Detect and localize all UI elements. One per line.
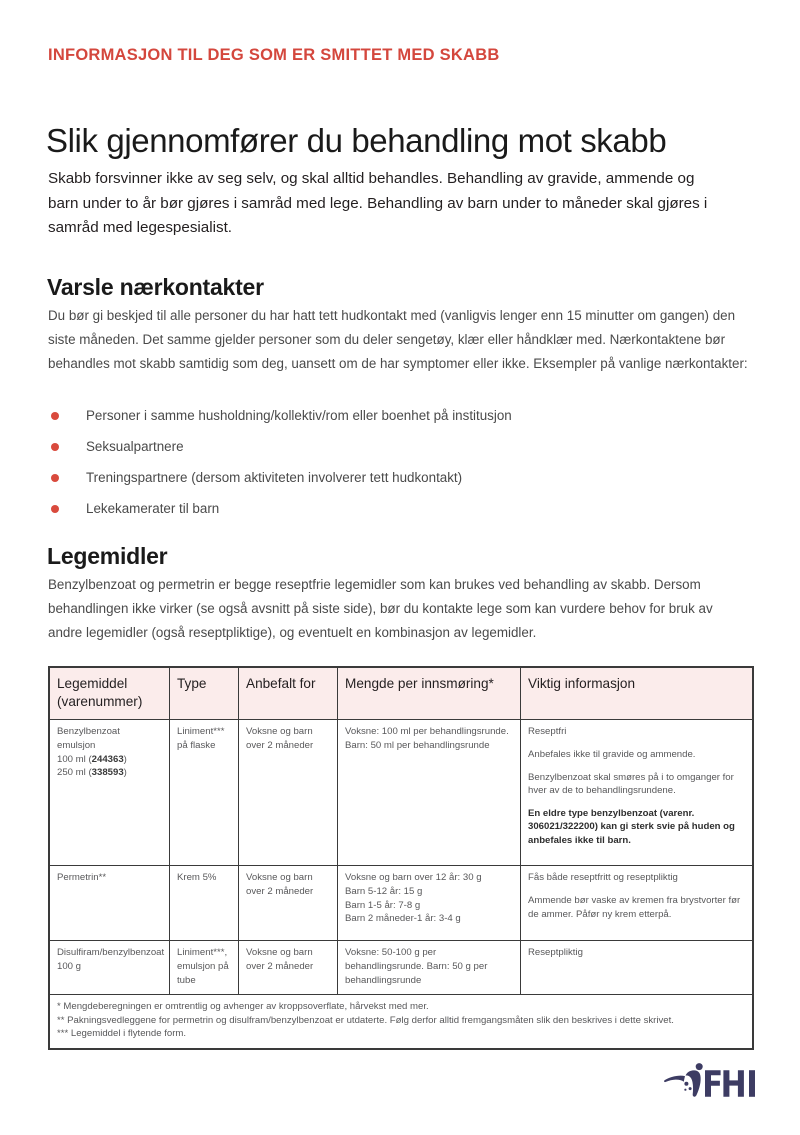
cell-type: Liniment*** på flaske	[170, 720, 239, 866]
page-title: Slik gjennomfører du behandling mot skabb	[46, 122, 667, 160]
drug-size-1-prefix: 100 ml (	[57, 753, 92, 765]
document-kicker: INFORMASJON TIL DEG SOM ER SMITTET MED SKABB	[48, 46, 500, 64]
cell-legemiddel	[50, 720, 170, 866]
drug-size-2-prefix: 250 ml (	[57, 767, 92, 779]
cell-type: Krem 5%	[170, 866, 239, 941]
column-header-viktig-informasjon: Viktig informasjon	[521, 668, 753, 720]
info-paragraph: Anbefales ikke til gravide og ammende.	[528, 748, 696, 760]
intro-paragraph: Skabb forsvinner ikke av seg selv, og skal alltid behandles. Behandling av gravide, ammende og barn under to år bør gjøres i samråd med lege. Behandling av barn under to måneder skal gjøres i samråd med legespesialist.	[48, 170, 708, 237]
cell-legemiddel: Disulfiram/benzylbenzoat 100 g	[50, 941, 170, 995]
list-item	[48, 431, 748, 462]
cell-mengde: Voksne: 50-100 g per behandlingsrunde. Barn: 50 g per behandlingsrunde	[338, 941, 521, 995]
table-row	[50, 720, 753, 866]
cell-mengde: Voksne: 100 ml per behandlingsrunde. Barn: 50 ml per behandlingsrunde	[338, 720, 521, 866]
list-item-label: Personer i samme husholdning/kollektiv/rom eller boenhet på institusjon	[86, 408, 512, 423]
column-header-mengde: Mengde per innsmøring*	[338, 668, 521, 720]
dose-line: Voksne og barn over 12 år: 30 g	[345, 872, 482, 884]
column-header-legemiddel: Legemiddel (varenummer)	[50, 668, 170, 720]
info-paragraph-warning: En eldre type benzylbenzoat (varenr. 306021/322200) kan gi sterk svie på huden og anbefales ikke til barn.	[528, 807, 735, 846]
cell-viktig-informasjon	[521, 866, 753, 941]
drug-size-2-suffix: )	[123, 767, 127, 779]
table-row	[50, 941, 753, 995]
drug-code-1: 244363	[91, 753, 124, 765]
cell-anbefalt-for: Voksne og barn over 2 måneder	[239, 866, 338, 941]
bullet-dot-icon	[51, 505, 59, 513]
drug-name-line1: Benzylbenzoat	[57, 726, 120, 738]
fhi-wordmark	[705, 1070, 755, 1097]
dose-line: Barn 5-12 år: 15 g	[345, 885, 423, 897]
list-item	[48, 462, 748, 493]
section-paragraph-legemidler: Benzylbenzoat og permetrin er begge reseptfrie legemidler som kan brukes ved behandling av skabb. Dersom behandlingen ikke virker (se også avsnitt på siste side), bør du kontakte lege som kan vurdere behov for bruk av andre legemidler (også reseptpliktige), og eventuelt en kombinasjon av legemidler.	[48, 577, 713, 641]
bullet-dot-icon	[51, 412, 59, 420]
drug-code-2: 338593	[91, 767, 124, 779]
section-heading-legemidler: Legemidler	[47, 543, 168, 570]
info-paragraph: Fås både reseptfritt og reseptpliktig	[528, 872, 678, 884]
bullet-dot-icon	[51, 474, 59, 482]
table-header-row	[50, 668, 753, 720]
list-item-label: Seksualpartnere	[86, 439, 184, 454]
medicines-table	[49, 667, 753, 1049]
column-header-anbefalt-for: Anbefalt for	[239, 668, 338, 720]
section-paragraph-varsle: Du bør gi beskjed til alle personer du har hatt tett hudkontakt med (vanligvis lenger enn 15 minutter om gangen) den siste måneden. Det samme gjelder personer som du deler sengetøy, klær eller håndklær med. Nærkontaktene bør behandles mot skabb samtidig som deg, uansett om de har symptomer eller ikke. Eksempler på vanlige nærkontakter:	[48, 308, 748, 372]
footnote-3: *** Legemiddel i flytende form.	[57, 1028, 187, 1040]
bullet-dot-icon	[51, 443, 59, 451]
info-paragraph: Ammende bør vaske av kremen fra brystvorter før de ammer. Påfør ny krem etterpå.	[528, 894, 741, 920]
medicines-table-container	[48, 666, 754, 1050]
section-heading-varsle: Varsle nærkontakter	[47, 274, 264, 301]
cell-type: Liniment***, emulsjon på tube	[170, 941, 239, 995]
footnote-1: * Mengdeberegningen er omtrentlig og avhenger av kroppsoverflate, hårvekst med mer.	[57, 1001, 429, 1013]
dose-line: Barn 1-5 år: 7-8 g	[345, 899, 421, 911]
cell-viktig-informasjon	[521, 720, 753, 866]
fhi-bird-icon	[664, 1063, 703, 1097]
info-paragraph: Reseptfri	[528, 726, 567, 738]
list-item-label: Lekekamerater til barn	[86, 501, 220, 516]
cell-mengde	[338, 866, 521, 941]
nearcontacts-list	[48, 400, 748, 524]
cell-anbefalt-for: Voksne og barn over 2 måneder	[239, 720, 338, 866]
cell-anbefalt-for: Voksne og barn over 2 måneder	[239, 941, 338, 995]
cell-viktig-informasjon: Reseptpliktig	[521, 941, 753, 995]
list-item	[48, 493, 748, 524]
table-row	[50, 866, 753, 941]
drug-size-1-suffix: )	[123, 753, 127, 765]
table-footnote-row	[50, 995, 753, 1049]
dose-line: Barn 2 måneder-1 år: 3-4 g	[345, 913, 461, 925]
cell-legemiddel: Permetrin**	[50, 866, 170, 941]
footnote-2: ** Pakningsvedleggene for permetrin og disulfram/benzylbenzoat er utdaterte. Følg derfor alltid fremgangsmåten slik den beskrives i dette skrivet.	[57, 1014, 674, 1026]
drug-name-line2: emulsjon	[57, 739, 96, 751]
column-header-type: Type	[170, 668, 239, 720]
list-item	[48, 400, 748, 431]
table-footnotes	[50, 995, 753, 1049]
info-paragraph: Benzylbenzoat skal smøres på i to omganger for hver av de to behandlingsrundene.	[528, 771, 734, 797]
fhi-logo	[664, 1062, 764, 1106]
list-item-label: Treningspartnere (dersom aktiviteten involverer tett hudkontakt)	[86, 470, 463, 485]
